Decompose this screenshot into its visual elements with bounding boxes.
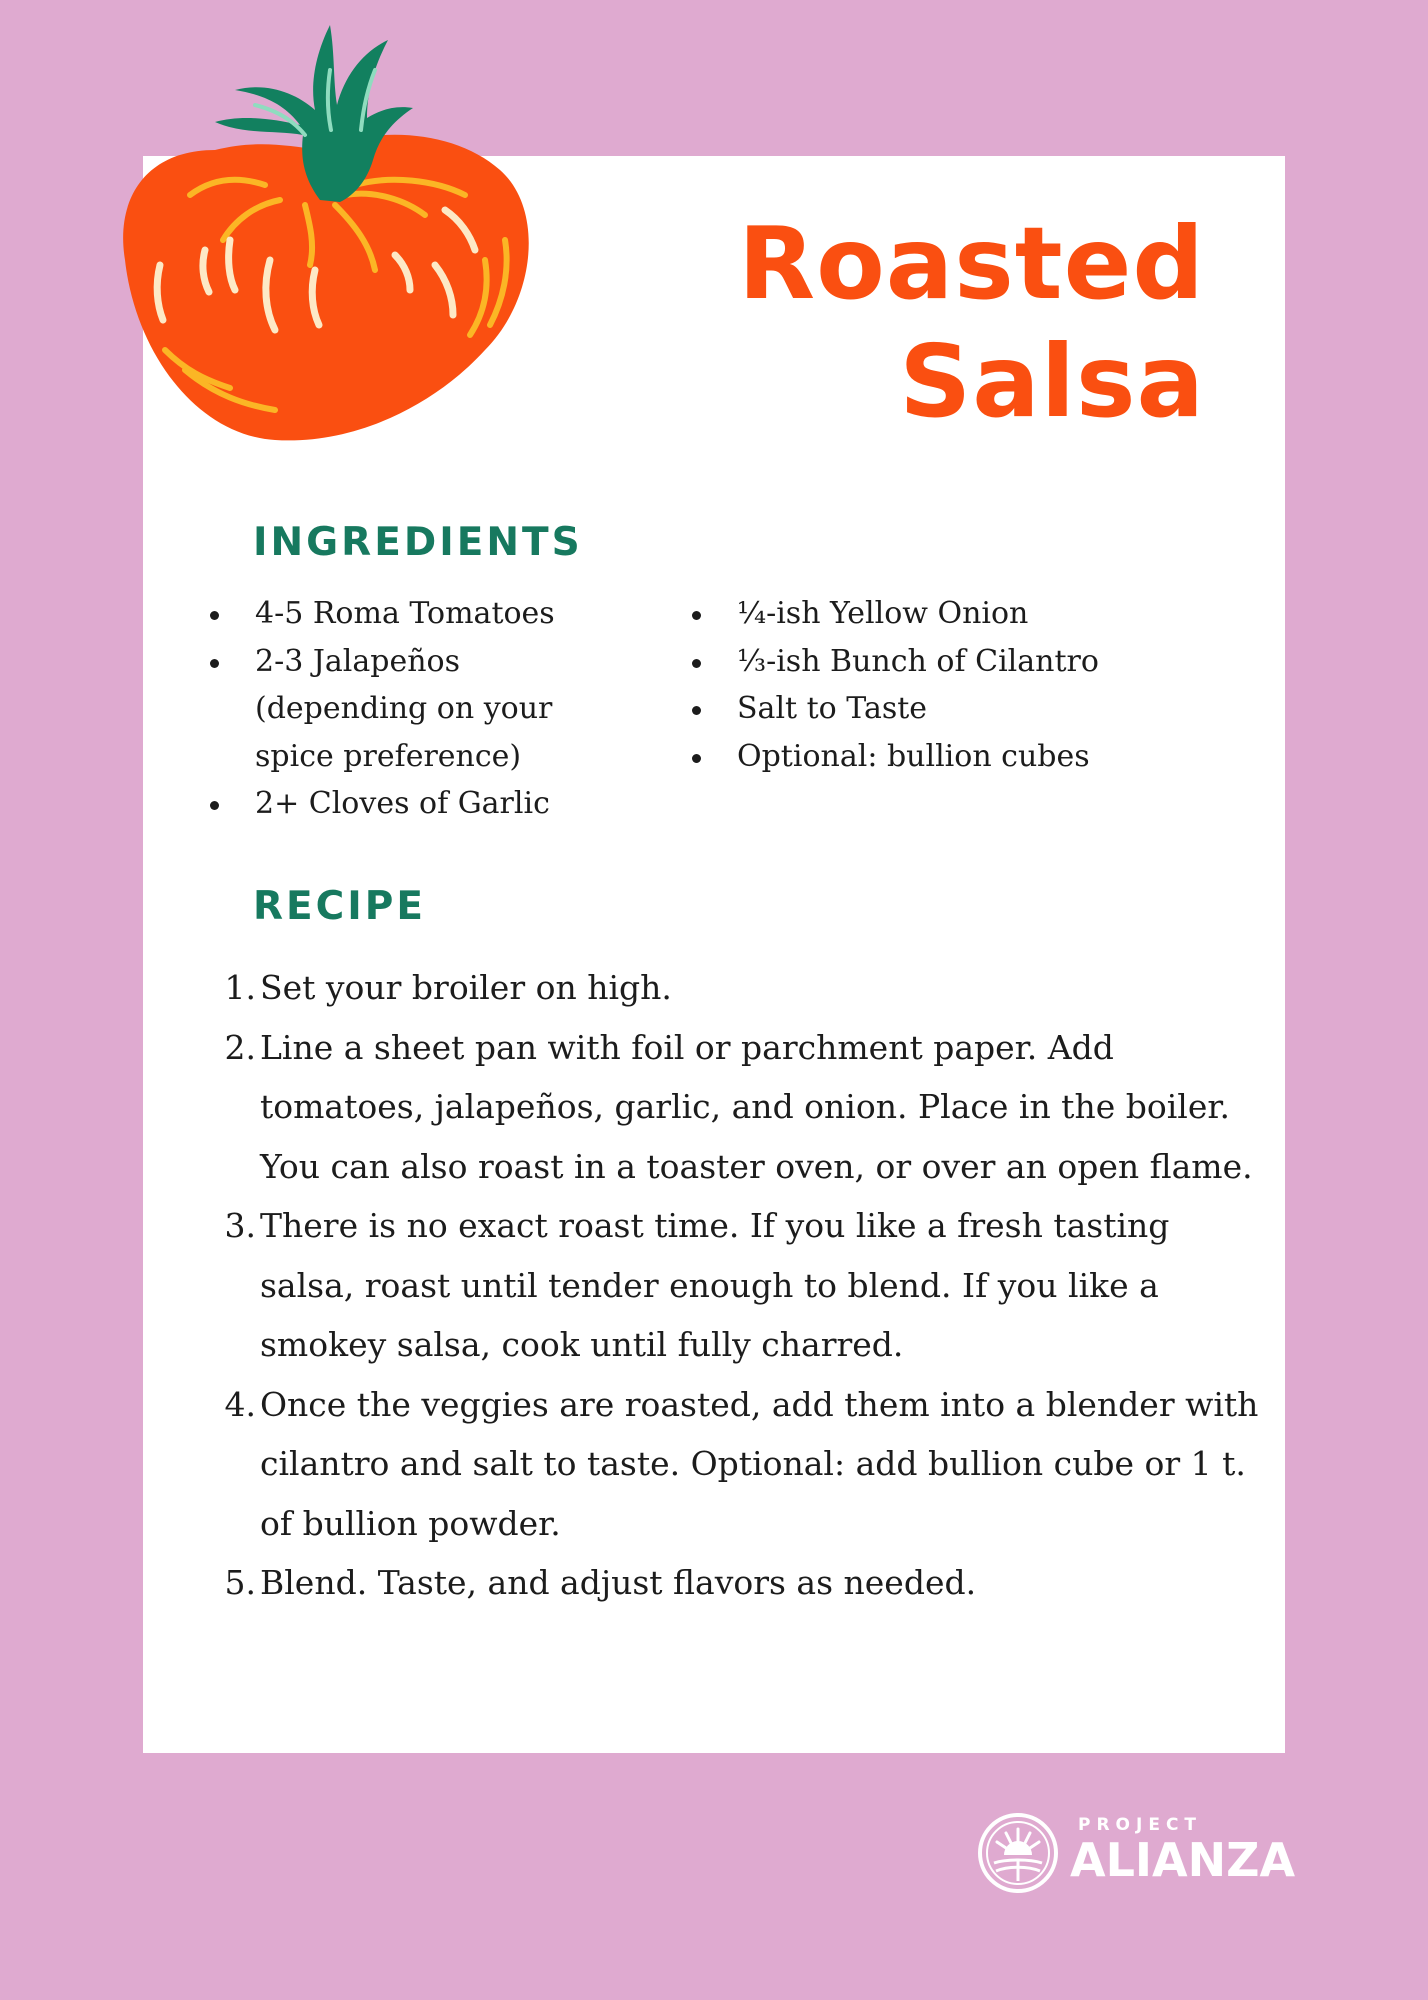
list-item: Salt to Taste bbox=[692, 685, 1192, 733]
step-text: Once the veggies are roasted, add them into a blender with cilantro and salt to taste. Optional: add bullion cube or 1 t. of bullion powder. bbox=[260, 1384, 1259, 1543]
ingredients-list-left bbox=[210, 590, 630, 828]
list-item: ⅓-ish Bunch of Cilantro bbox=[692, 638, 1192, 686]
list-item: 2-3 Jalapeños (depending on your spice preference) bbox=[210, 638, 630, 781]
sun-field-logo-icon bbox=[976, 1811, 1060, 1895]
step-number: 5. bbox=[224, 1563, 256, 1602]
logo-alianza-text: ALIANZA bbox=[1070, 1833, 1296, 1887]
list-item: Optional: bullion cubes bbox=[692, 733, 1192, 781]
title-line-2: Salsa bbox=[899, 323, 1205, 440]
step-number: 3. bbox=[224, 1206, 256, 1245]
ingredients-heading: INGREDIENTS bbox=[253, 520, 583, 565]
list-item: ¼-ish Yellow Onion bbox=[692, 590, 1192, 638]
step-text: Blend. Taste, and adjust flavors as needed. bbox=[260, 1563, 977, 1602]
ingredients-list-right bbox=[692, 590, 1192, 780]
step-number: 1. bbox=[224, 968, 256, 1007]
tomato-illustration bbox=[105, 10, 545, 450]
recipe-steps bbox=[200, 958, 1260, 1613]
recipe-heading: RECIPE bbox=[253, 884, 427, 929]
list-item: 2+ Cloves of Garlic bbox=[210, 780, 630, 828]
project-alianza-logo bbox=[976, 1811, 1296, 1897]
recipe-title bbox=[738, 205, 1205, 441]
list-item bbox=[200, 1196, 1260, 1375]
list-item bbox=[200, 1553, 1260, 1613]
step-text: Line a sheet pan with foil or parchment paper. Add tomatoes, jalapeños, garlic, and onion. Place in the boiler. You can also roast in a toaster oven, or over an open flame. bbox=[260, 1027, 1253, 1186]
list-item bbox=[200, 1018, 1260, 1197]
step-text: Set your broiler on high. bbox=[260, 968, 672, 1007]
step-number: 2. bbox=[224, 1027, 256, 1067]
title-line-1: Roasted bbox=[738, 205, 1205, 322]
step-text: There is no exact roast time. If you like a fresh tasting salsa, roast until tender enough to blend. If you like a smokey salsa, cook until fully charred. bbox=[260, 1206, 1170, 1364]
list-item bbox=[200, 958, 1260, 1018]
step-number: 4. bbox=[224, 1384, 256, 1424]
list-item bbox=[200, 1375, 1260, 1554]
logo-project-text: PROJECT bbox=[1078, 1815, 1203, 1835]
list-item: 4-5 Roma Tomatoes bbox=[210, 590, 630, 638]
